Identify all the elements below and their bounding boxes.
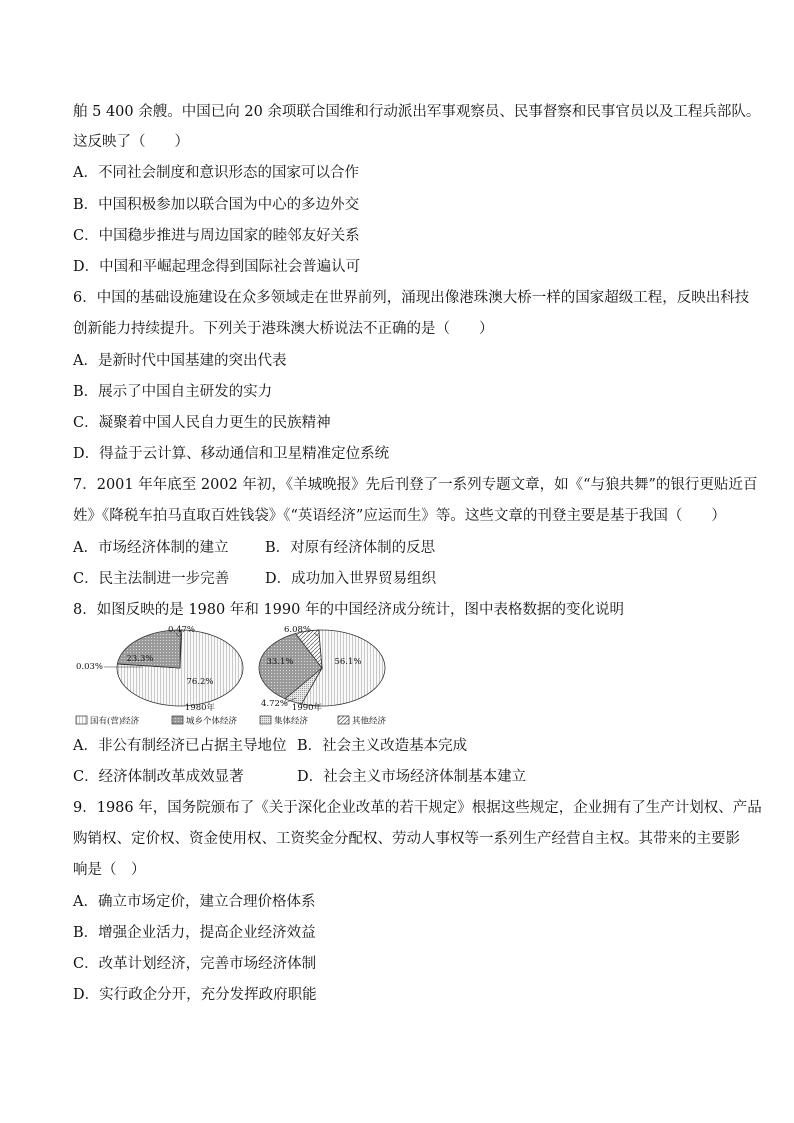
- legend-label-state: 国有(营)经济: [90, 716, 140, 727]
- q7-stem-line1: 7．2001 年年底至 2002 年初，《羊城晚报》先后刊登了一系列专题文章，如《“与狼共舞”的银行更贴近百: [73, 477, 758, 493]
- label-1980-state: 76.2%: [186, 677, 214, 687]
- q5-option-c: C．中国稳步推进与周边国家的睦邻友好关系: [73, 228, 360, 244]
- q9-option-b: B．增强企业活力，提高企业经济效益: [73, 925, 316, 941]
- q6-option-d: D．得益于云计算、移动通信和卫星精准定位系统: [73, 446, 390, 462]
- year-1980: 1980年: [184, 703, 216, 713]
- legend-swatch-collective: [260, 716, 271, 724]
- q9-option-d: D．实行政企分开，充分发挥政府职能: [73, 987, 317, 1003]
- label-1990-individual: 33.1%: [266, 657, 294, 667]
- legend-swatch-individual: [172, 716, 183, 724]
- q9-stem-line1: 9．1986 年，国务院颁布了《关于深化企业改革的若干规定》根据这些规定，企业拥有了生产计划权、产品: [73, 800, 762, 816]
- legend-label-collective: 集体经济: [274, 716, 309, 727]
- q8-option-c: C．经济体制改革成效显著: [73, 769, 244, 785]
- q5-stem-line2: 这反映了（ ）: [73, 134, 189, 150]
- q6-option-c: C．凝聚着中国人民自力更生的民族精神: [73, 415, 331, 431]
- q9-stem-line2: 购销权、定价权、资金使用权、工资奖金分配权、劳动人事权等一系列生产经营自主权。其带来的主要影: [73, 831, 740, 847]
- q6-option-a: A．是新时代中国基建的突出代表: [73, 353, 287, 369]
- legend-label-other: 其他经济: [352, 716, 387, 727]
- q7-stem-line2: 姓》《降税车拍马直取百姓钱袋》《“英语经济”应运而生》等。这些文章的刊登主要是基于我国（ ）: [73, 508, 726, 524]
- label-1980-collective: 0.03%: [76, 662, 104, 672]
- q7-option-c: C．民主法制进一步完善: [73, 571, 230, 587]
- q8-stem: 8．如图反映的是 1980 年和 1990 年的中国经济成分统计，图中表格数据的变化说明: [73, 602, 624, 618]
- q5-option-d: D．中国和平崛起理念得到国际社会普遍认可: [73, 259, 361, 275]
- q6-stem-line1: 6．中国的基础设施建设在众多领域走在世界前列，涌现出像港珠澳大桥一样的国家超级工程，反映出科技: [73, 290, 750, 306]
- q9-option-c: C．改革计划经济，完善市场经济体制: [73, 956, 317, 972]
- q7-option-d: D．成功加入世界贸易组织: [265, 571, 437, 587]
- q9-option-a: A．确立市场定价，建立合理价格体系: [73, 894, 316, 910]
- legend-label-individual: 城乡个体经济: [186, 716, 238, 727]
- q5-option-a: A．不同社会制度和意识形态的国家可以合作: [73, 165, 359, 181]
- pie-1980: [117, 630, 243, 706]
- q8-option-a: A．非公有制经济已占据主导地位: [73, 738, 287, 754]
- pie-1990: [259, 630, 385, 706]
- q6-stem-line2: 创新能力持续提升。下列关于港珠澳大桥说法不正确的是（ ）: [73, 321, 494, 337]
- q5-option-b: B．中国积极参加以联合国为中心的多边外交: [73, 197, 360, 213]
- economy-composition-pie-charts: [70, 622, 430, 730]
- legend-swatch-other: [338, 716, 349, 724]
- label-1980-individual: 23.3%: [126, 654, 154, 664]
- q9-stem-line3: 响是（ ）: [73, 862, 146, 878]
- year-1990: 1990年: [291, 703, 323, 713]
- label-1990-other: 6.08%: [284, 625, 312, 635]
- q8-option-d: D．社会主义市场经济体制基本建立: [297, 769, 527, 785]
- q8-option-b: B．社会主义改造基本完成: [297, 738, 468, 754]
- q5-stem-line1: 舶 5 400 余艘。中国已向 20 余项联合国维和行动派出军事观察员、民事督察和民事官员以及工程兵部队。: [73, 104, 761, 120]
- q6-option-b: B．展示了中国自主研发的实力: [73, 384, 273, 400]
- legend-swatch-state: [76, 716, 87, 724]
- label-1980-other: 0.47%: [168, 625, 196, 635]
- q7-option-b: B．对原有经济体制的反思: [265, 540, 436, 556]
- q7-option-a: A．市场经济体制的建立: [73, 540, 229, 556]
- pie-legend: [76, 716, 387, 727]
- label-1990-collective: 4.72%: [261, 699, 289, 709]
- label-1990-state: 56.1%: [334, 657, 362, 667]
